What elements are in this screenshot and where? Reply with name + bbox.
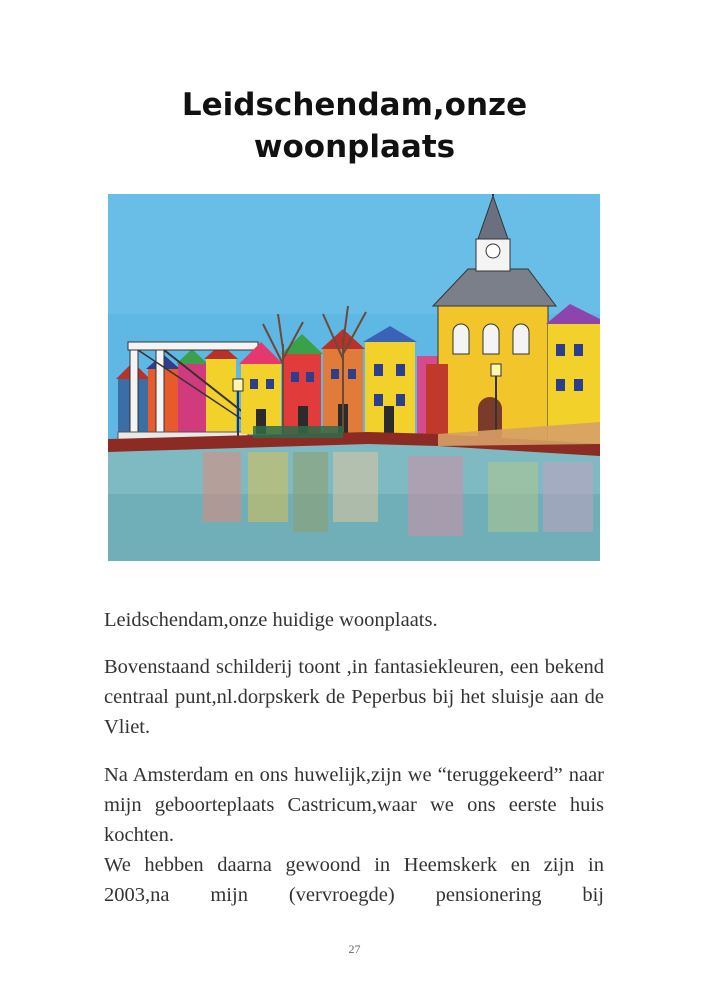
title-line-1: Leidschendam,onze <box>181 87 528 123</box>
page-number: 27 <box>348 942 361 956</box>
painting-image <box>108 194 600 561</box>
paragraph-4: We hebben daarna gewoond in Heemskerk en zijn in 2003,na mijn (vervroegde) pensionering bij <box>104 854 604 906</box>
paragraph-1: Leidschendam,onze huidige woonplaats. <box>104 609 438 631</box>
painting-svg <box>108 194 600 561</box>
page-title <box>0 84 709 168</box>
title-line-2: woonplaats <box>253 129 456 165</box>
paragraph-2: Bovenstaand schilderij toont ,in fantasiekleuren, een bekend centraal punt,nl.dorpskerk de Peperbus bij het sluisje aan de Vliet. <box>104 656 604 738</box>
paragraph-3: Na Amsterdam en ons huwelijk,zijn we “teruggekeerd” naar mijn geboorteplaats Castricum,waar we ons eerste huis kochten. <box>104 764 604 846</box>
